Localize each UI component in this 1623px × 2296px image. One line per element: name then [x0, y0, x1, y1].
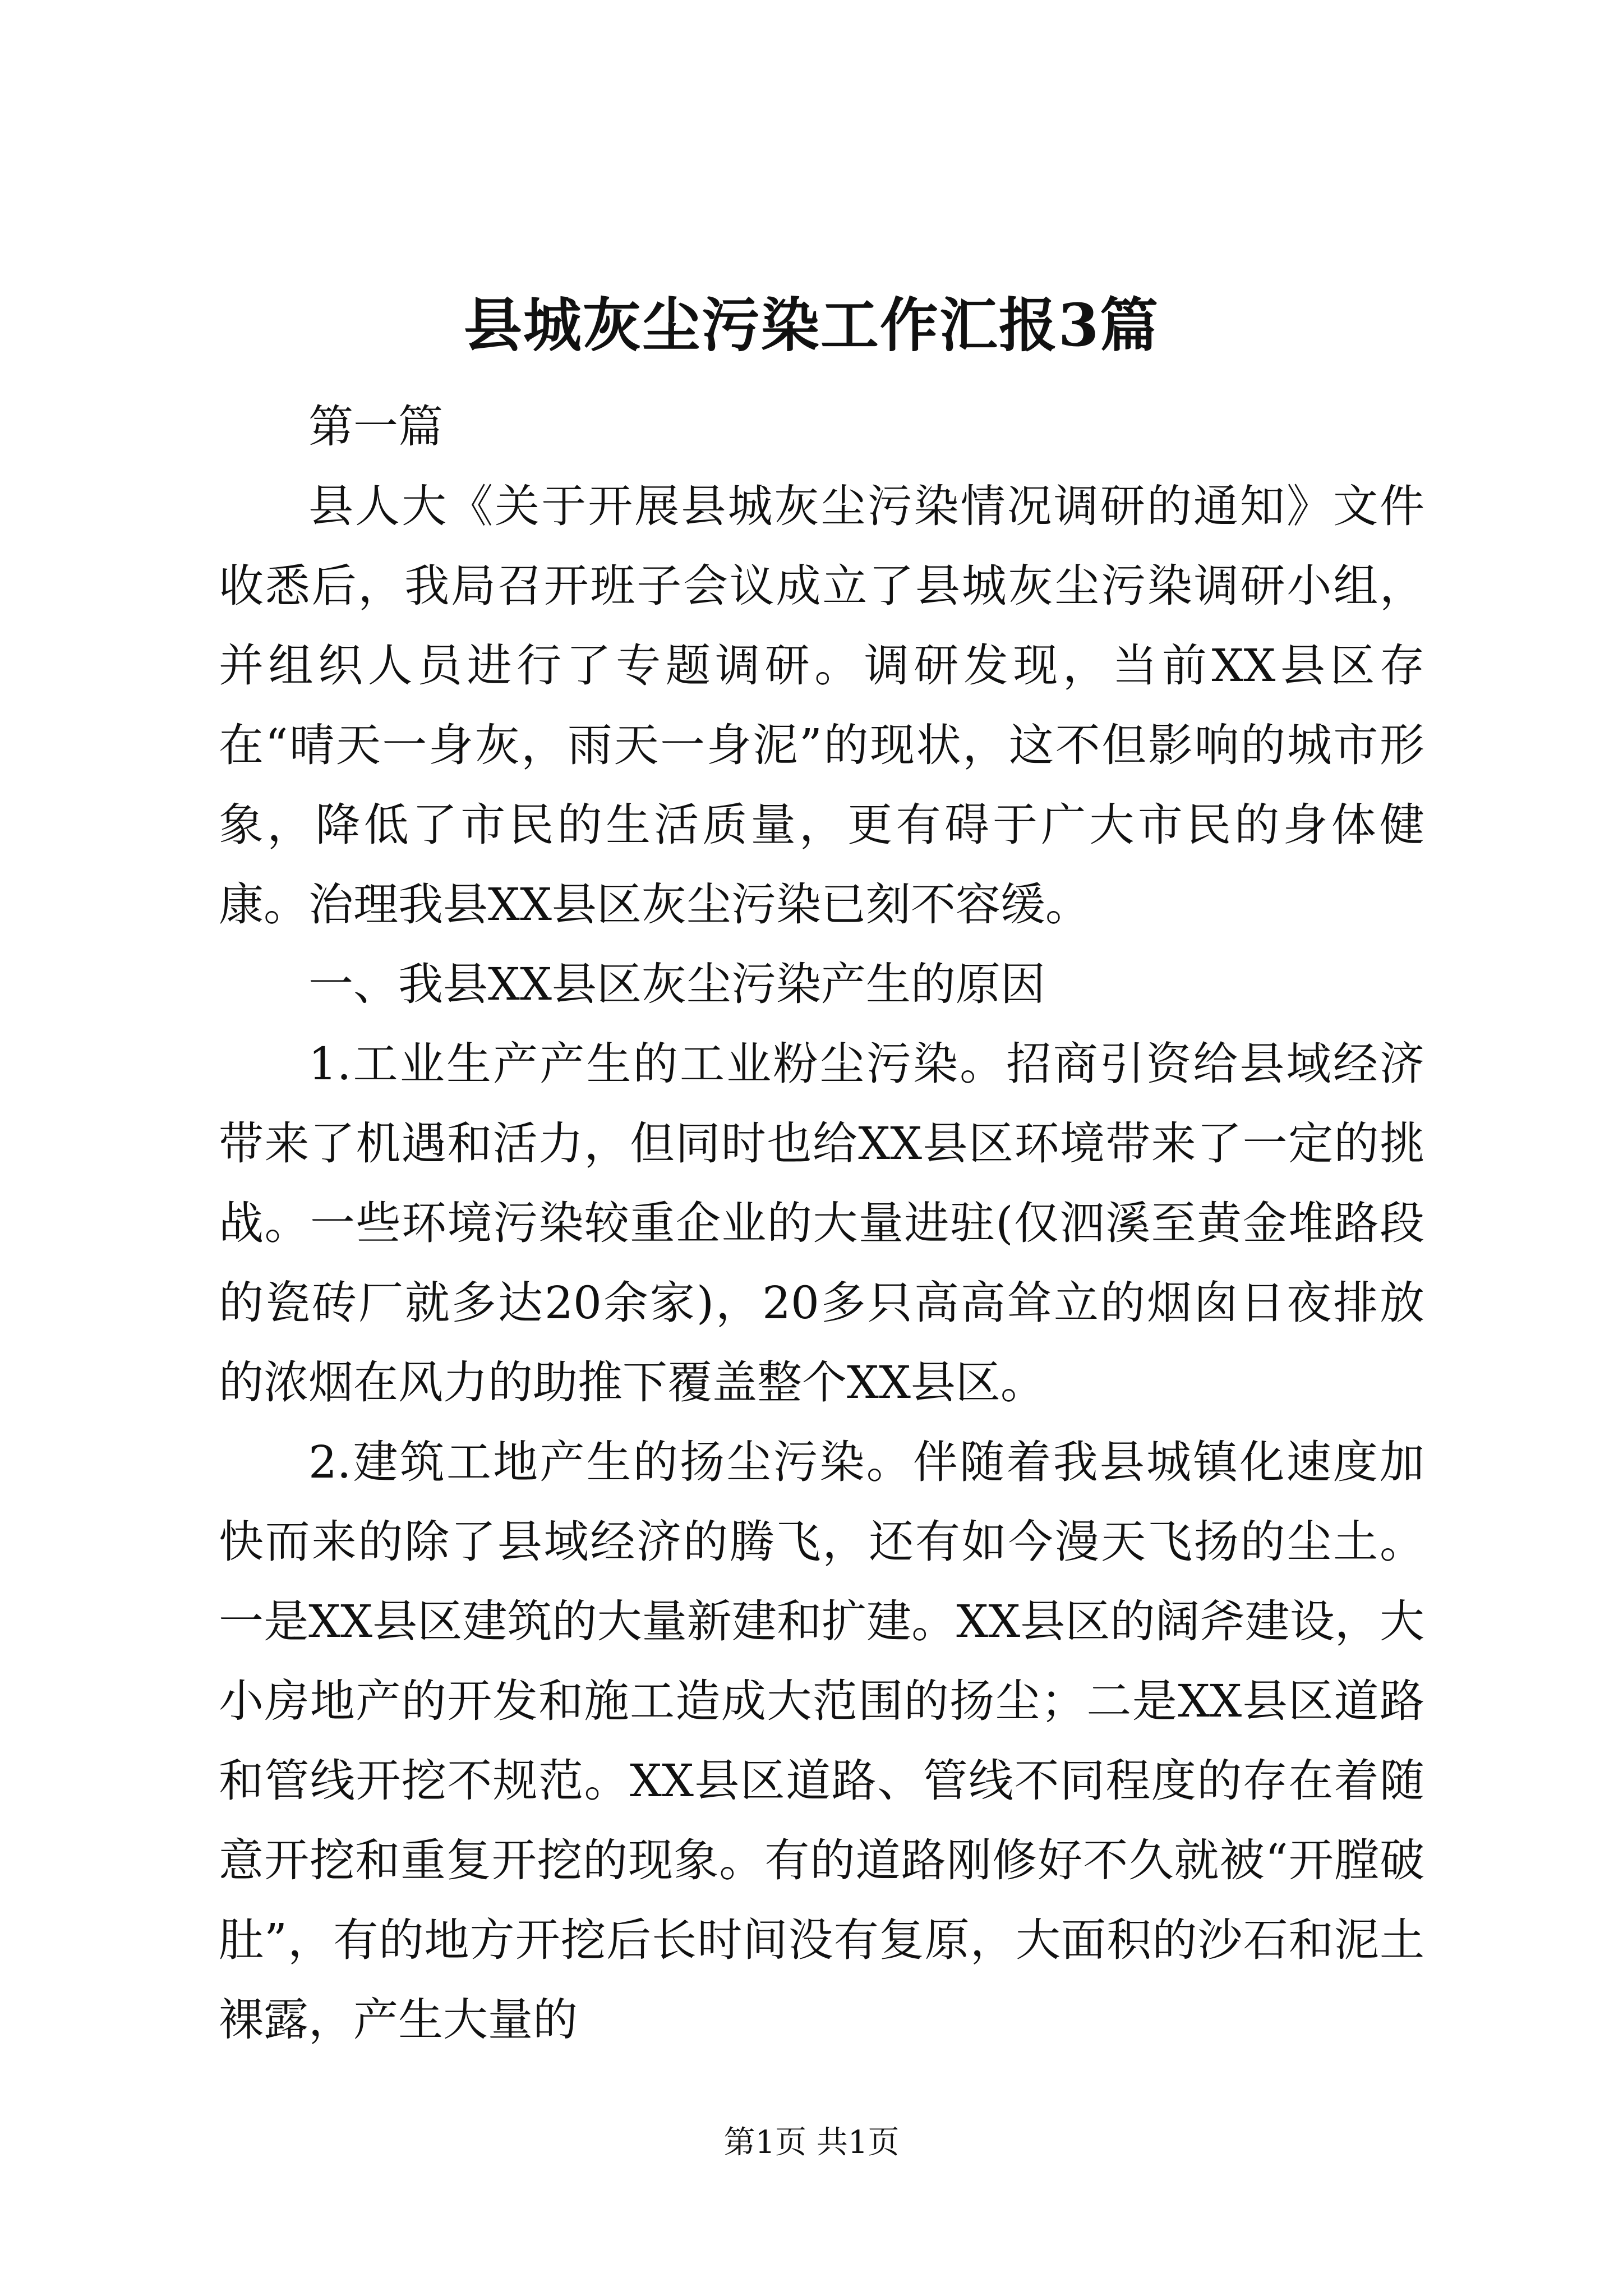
paragraph-industrial-dust: 1.工业生产产生的工业粉尘污染。招商引资给县域经济带来了机遇和活力，但同时也给XX县区环境带来了一定的挑战。一些环境污染较重企业的大量进驻(仅泗溪至黄金堆路段的瓷砖厂就多达20余家)，20多只高高耸立的烟囱日夜排放的浓烟在风力的助推下覆盖整个XX县区。	[219, 1038, 1424, 1409]
section-label: 第一篇	[308, 401, 443, 453]
page-footer: 第1页 共1页	[723, 2124, 900, 2161]
section-heading-causes: 一、我县XX县区灰尘污染产生的原因	[308, 958, 1045, 1010]
document-body	[219, 387, 1424, 2060]
document-title: 县城灰尘污染工作汇报3篇	[463, 291, 1160, 360]
paragraph-construction-dust: 2.建筑工地产生的扬尘污染。伴随着我县城镇化速度加快而来的除了县域经济的腾飞，还有如今漫天飞扬的尘土。一是XX县区建筑的大量新建和扩建。XX县区的阔斧建设，大小房地产的开发和施工造成大范围的扬尘；二是XX县区道路和管线开挖不规范。XX县区道路、管线不同程度的存在着随意开挖和重复开挖的现象。有的道路刚修好不久就被“开膛破肚”，有的地方开挖后长时间没有复原，大面积的沙石和泥土裸露，产生大量的	[219, 1436, 1424, 2046]
paragraph-intro: 县人大《关于开展县城灰尘污染情况调研的通知》文件收悉后，我局召开班子会议成立了县城灰尘污染调研小组，并组织人员进行了专题调研。调研发现，当前XX县区存在“晴天一身灰，雨天一身泥”的现状，这不但影响的城市形象，降低了市民的生活质量，更有碍于广大市民的身体健康。治理我县XX县区灰尘污染已刻不容缓。	[219, 480, 1424, 931]
